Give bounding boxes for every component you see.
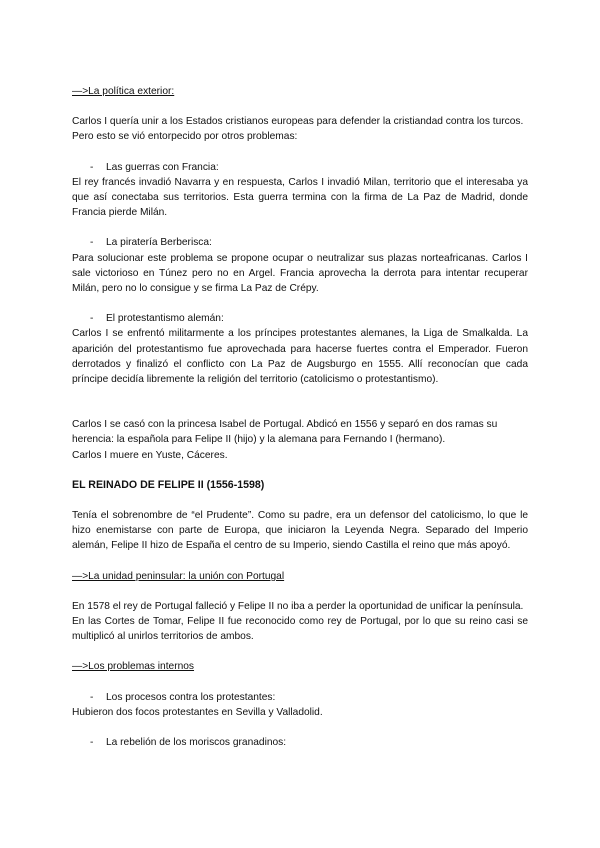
heading-unidad-peninsular: —>La unidad peninsular: la unión con Portugal <box>72 570 285 582</box>
heading-politica-exterior: —>La política exterior: <box>72 86 175 97</box>
paragraph-portugal-2: En las Cortes de Tomar, Felipe II fue reconocido como rey de Portugal, por lo que su reino casi se multiplicó al unirlos territorios de ambos. <box>72 616 528 643</box>
paragraph-protestantismo: Carlos I se enfrentó militarmente a los príncipes protestantes alemanes, la Liga de Smalkalda. La aparición del protestantismo fue aprovechada para hacerse fuertes contra el Emperador. Fueron derrotados y finalizó el conflicto con La Paz de Augsburgo en 1555. Allí reconocían que cada príncipe decidía libremente la religión del territorio (catolicismo o protestantismo). <box>72 328 528 386</box>
bullet-title: Los procesos contra los protestantes: <box>106 691 276 703</box>
heading-problemas-internos: —>Los problemas internos <box>72 661 195 673</box>
document-page <box>72 84 528 750</box>
paragraph-carlos-matrimonio: Carlos I se casó con la princesa Isabel de Portugal. Abdicó en 1556 y separó en dos ramas su herencia: la española para Felipe II (hijo) y la alemana para Fernando I (hermano). <box>72 419 498 446</box>
bullet-procesos-protestantes <box>72 690 528 705</box>
bullet-guerras-francia <box>72 160 528 175</box>
paragraph-guerras-francia: El rey francés invadió Navarra y en respuesta, Carlos I invadió Milan, territorio que el interesaba ya que así conectaba sus territorios. Esta guerra termina con la firma de La Paz de Madrid, donde Francia pierde Milán. <box>72 176 528 219</box>
bullet-title: La piratería Berberisca: <box>106 237 212 249</box>
bullet-rebelion-moriscos <box>72 735 528 750</box>
bullet-dash: - <box>90 313 94 325</box>
paragraph-intro: Carlos I quería unir a los Estados cristianos europeas para defender la cristiandad contra los turcos. Pero esto se vió entorpecido por otros problemas: <box>72 116 524 143</box>
bullet-pirateria <box>72 235 528 250</box>
paragraph-pirateria: Para solucionar este problema se propone ocupar o neutralizar sus plazas norteafricanas. Carlos I sale victorioso en Túnez pero no en Argel. Francia aprovecha la derrota para intentar recuperar Milán, pero no lo consigue y se firma La Paz de Crépy. <box>72 252 528 295</box>
bullet-title: La rebelión de los moriscos granadinos: <box>106 737 287 749</box>
bullet-dash: - <box>90 161 94 173</box>
bullet-dash: - <box>90 237 94 249</box>
bullet-dash: - <box>90 737 94 749</box>
paragraph-portugal-1: En 1578 el rey de Portugal falleció y Felipe II no iba a perder la oportunidad de unificar la península. <box>72 600 524 612</box>
bullet-title: El protestantismo alemán: <box>106 313 224 325</box>
bullet-dash: - <box>90 691 94 703</box>
bullet-protestantismo <box>72 311 528 326</box>
paragraph-felipe: Tenía el sobrenombre de “el Prudente”. Como su padre, era un defensor del catolicismo, lo que le hizo enemistarse con parte de Europa, que iniciaron la Leyenda Negra. Separado del Imperio alemán, Felipe II hizo de España el centro de su Imperio, siendo Castilla el reino que más apoyó. <box>72 510 528 552</box>
paragraph-procesos-protestantes: Hubieron dos focos protestantes en Sevilla y Valladolid. <box>72 706 323 718</box>
heading-reinado-felipe: EL REINADO DE FELIPE II (1556-1598) <box>72 478 265 491</box>
bullet-title: Las guerras con Francia: <box>106 161 219 173</box>
paragraph-carlos-muerte: Carlos I muere en Yuste, Cáceres. <box>72 449 228 461</box>
